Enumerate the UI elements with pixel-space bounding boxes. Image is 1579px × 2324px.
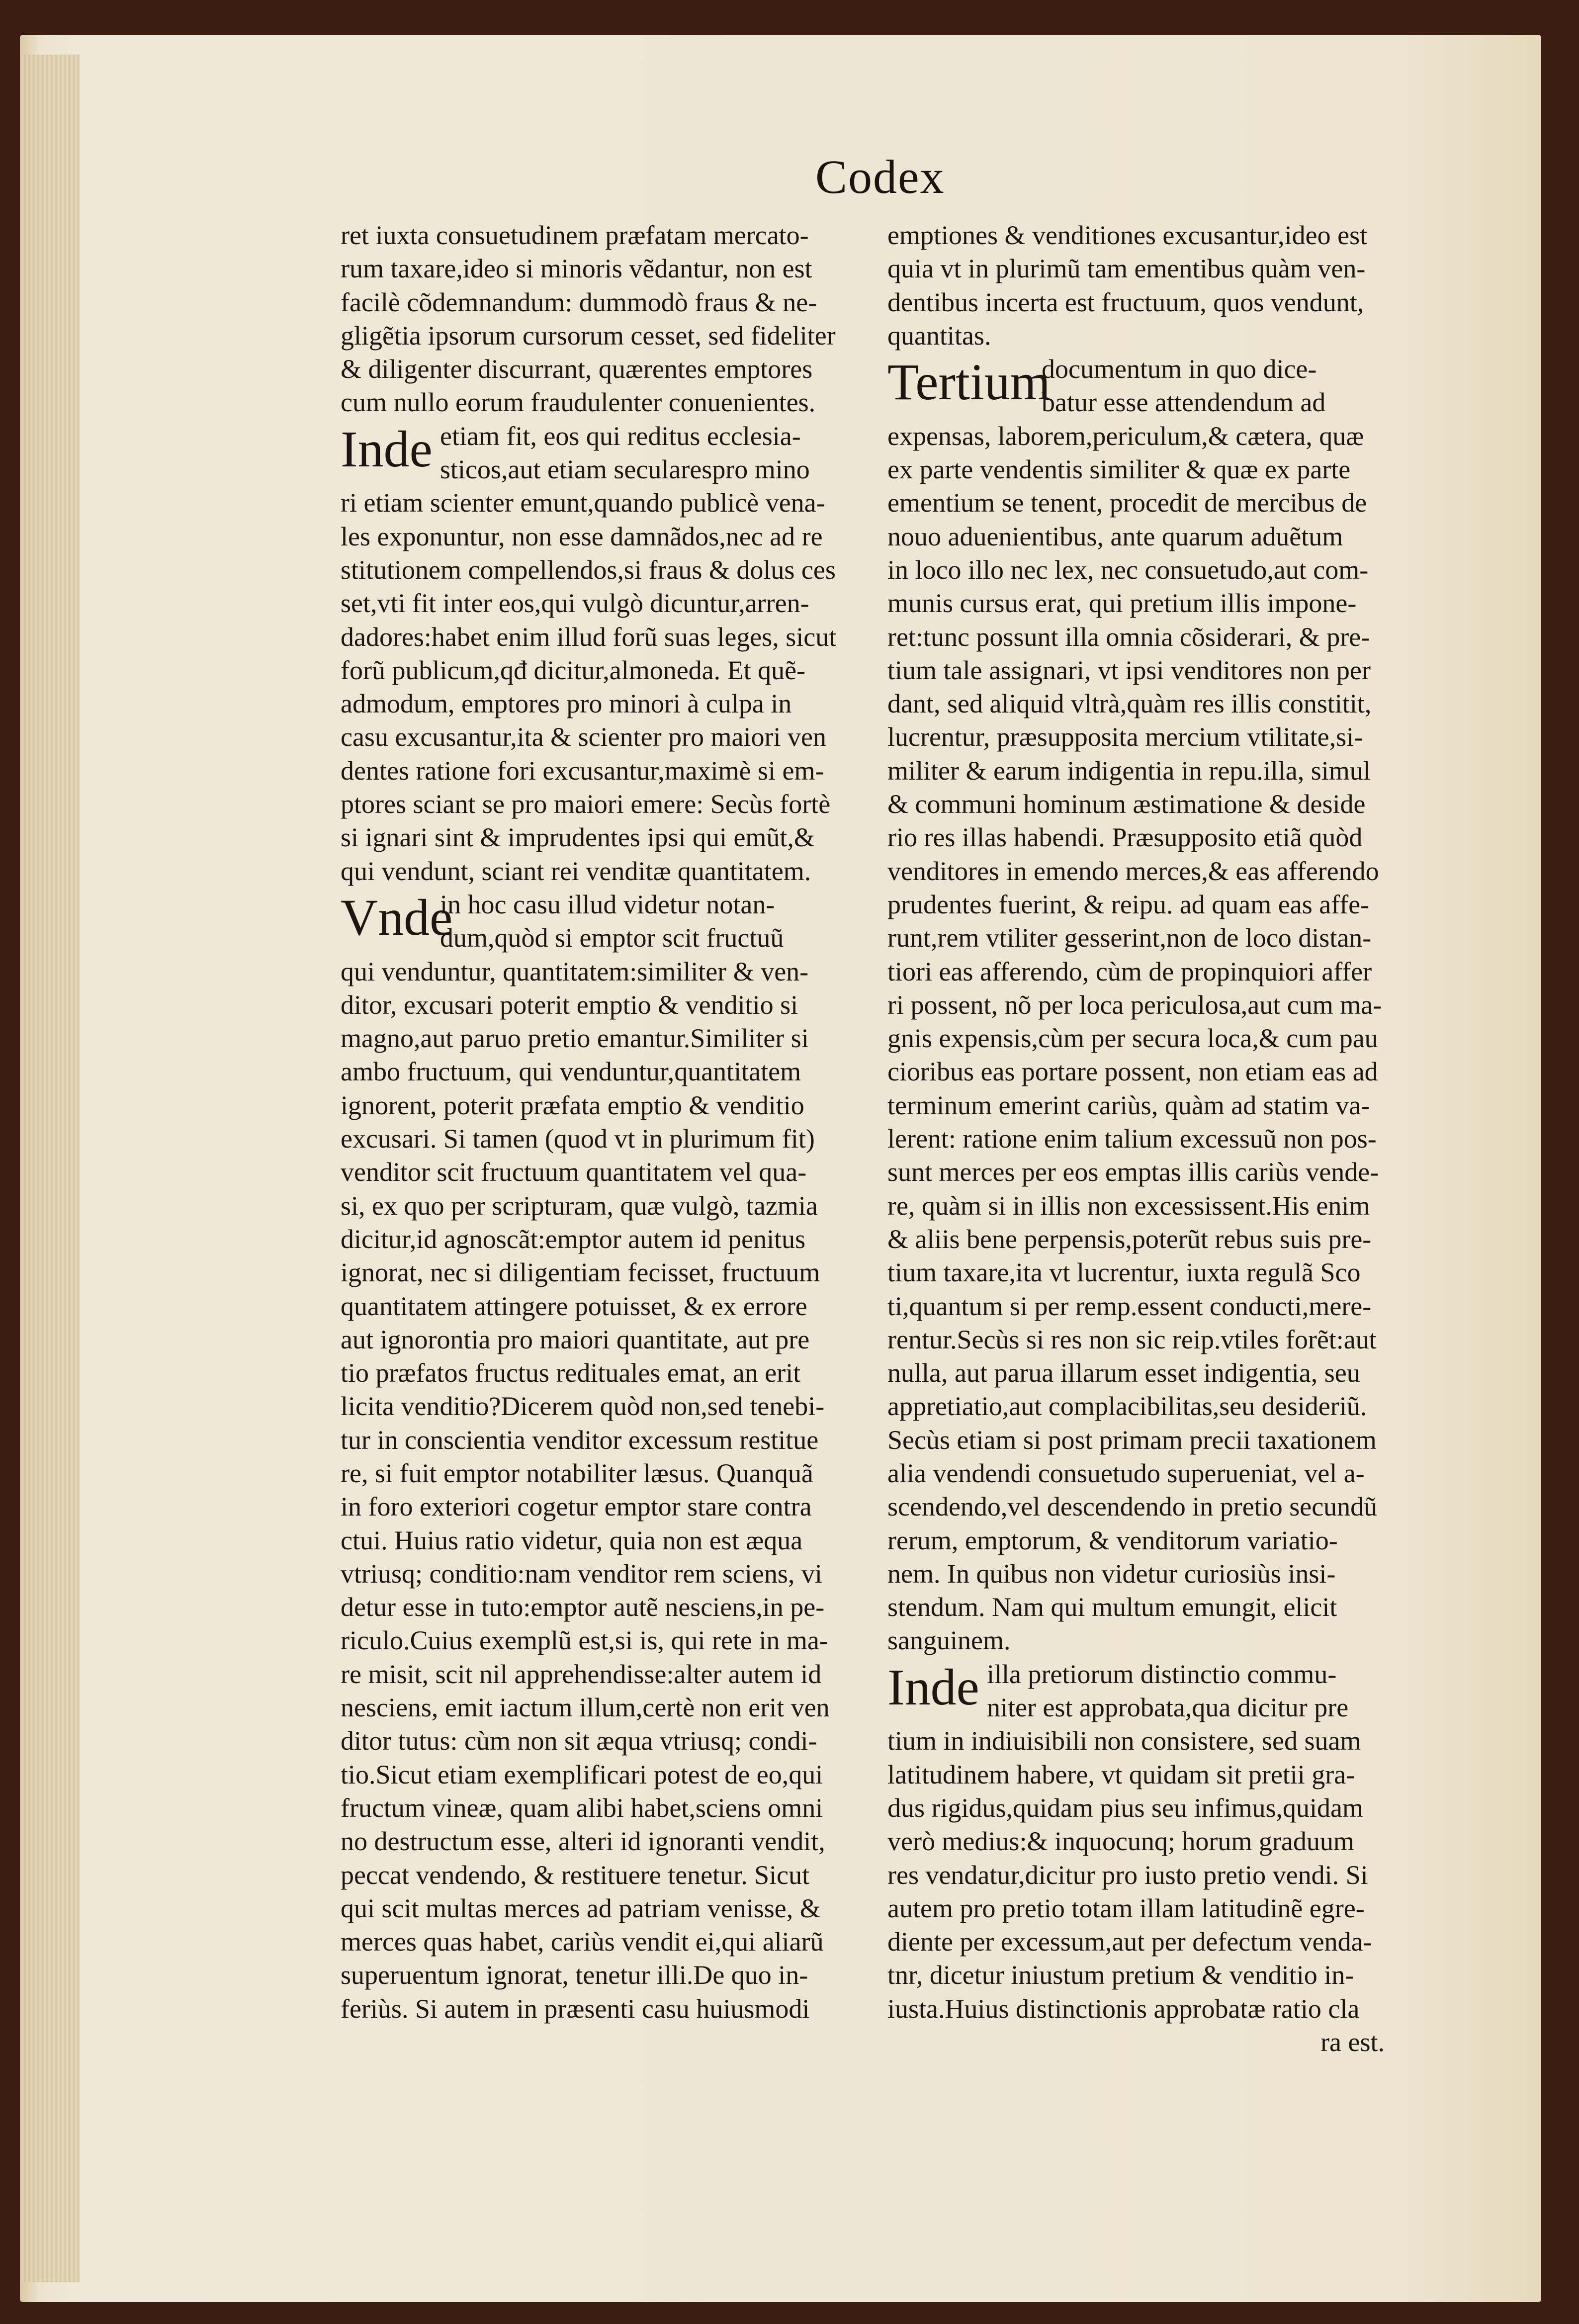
text-line: re, si fuit emptor notabiliter læsus. Quanquã bbox=[341, 1458, 813, 1488]
text-line: venditor scit fructuum quantitatem vel qua- bbox=[341, 1157, 807, 1187]
text-line: ditor tutus: cùm non sit æqua vtriusq; condi- bbox=[341, 1726, 817, 1756]
text-line: terminum emerint cariùs, quàm ad statim va- bbox=[887, 1090, 1370, 1120]
text-line: re misit, scit nil apprehendisse:alter autem id bbox=[341, 1659, 822, 1689]
text-line: ti,quantum si per remp.essent conducti,mere- bbox=[887, 1291, 1372, 1321]
text-line: autem pro pretio totam illam latitudinẽ egre- bbox=[887, 1893, 1365, 1923]
left-paragraph-3 bbox=[341, 888, 838, 2026]
text-line: licita venditio?Dicerem quòd non,sed tenebi- bbox=[341, 1391, 825, 1422]
text-line: rio res illas habendi. Præsupposito etiã quòd bbox=[887, 822, 1363, 853]
text-line: admodum, emptores pro minori à culpa in bbox=[341, 689, 792, 719]
text-line: detur esse in tuto:emptor autẽ nesciens,in pe- bbox=[341, 1592, 825, 1622]
text-line: rum taxare,ideo si minoris vẽdantur, non est bbox=[341, 254, 812, 284]
text-line: ret iuxta consuetudinem præfatam mercato- bbox=[341, 220, 809, 250]
text-line: ri possent, nõ per loca periculosa,aut cum ma- bbox=[887, 989, 1382, 1020]
text-line: emptiones & venditiones excusantur,ideo est bbox=[887, 220, 1368, 250]
text-line: set,vti fit inter eos,qui vulgò dicuntur,arren- bbox=[341, 588, 809, 619]
text-line: stendum. Nam qui multum emungit, elicit bbox=[887, 1592, 1337, 1622]
text-line: nouo aduenientibus, ante quarum aduẽtum bbox=[887, 521, 1343, 551]
text-line: & aliis bene perpensis,poterũt rebus suis pre- bbox=[887, 1224, 1372, 1254]
text-line: qui scit multas merces ad patriam venisse, & bbox=[341, 1893, 821, 1923]
text-line: vtriusq; conditio:nam venditor rem sciens, vi bbox=[341, 1558, 822, 1589]
text-line: dum,quòd si emptor scit fructuũ bbox=[440, 923, 784, 953]
text-line: peccat vendendo, & restituere tenetur. Sicut bbox=[341, 1860, 810, 1890]
text-line: nesciens, emit iactum illum,certè non erit ven bbox=[341, 1693, 830, 1723]
text-line: dicitur,id agnoscãt:emptor autem id penitus bbox=[341, 1224, 806, 1254]
text-line: alia vendendi consuetudo superueniat, vel a- bbox=[887, 1458, 1365, 1488]
text-line: cioribus eas portare possent, non etiam eas ad bbox=[887, 1057, 1378, 1087]
text-line: sticos,aut etiam secularespro mino bbox=[440, 454, 810, 485]
text-line: tnr, dicetur iniustum pretium & venditio in- bbox=[887, 1960, 1354, 1990]
text-line: iusta.Huius distinctionis approbatæ ratio cla bbox=[887, 1993, 1360, 2024]
text-line: ri etiam scienter emunt,quando publicè vena- bbox=[341, 488, 825, 518]
text-line: ditor, excusari poterit emptio & venditio si bbox=[341, 989, 798, 1020]
text-line: munis cursus erat, qui pretium illis impone- bbox=[887, 588, 1357, 619]
text-line: ret:tunc possunt illa omnia cõsiderari, & pre- bbox=[887, 622, 1370, 652]
text-line: rerum, emptorum, & venditorum variatio- bbox=[887, 1525, 1338, 1555]
text-line: tium taxare,ita vt lucrentur, iuxta regulã Sco bbox=[887, 1257, 1361, 1288]
text-line: prudentes fuerint, & reipu. ad quam eas affe- bbox=[887, 889, 1370, 919]
left-paragraph-1 bbox=[341, 219, 838, 420]
text-line: feriùs. Si autem in præsenti casu huiusmodi bbox=[341, 1993, 810, 2024]
text-line: batur esse attendendum ad bbox=[1042, 387, 1326, 418]
text-line: lucrentur, præsupposita mercium vtilitate,si- bbox=[887, 722, 1363, 752]
text-line: facilè cõdemnandum: dummodò fraus & ne- bbox=[341, 287, 817, 317]
text-line: ementium se tenent, procedit de mercibus de bbox=[887, 488, 1367, 518]
text-line: dentibus incerta est fructuum, quos vendunt, bbox=[887, 287, 1364, 317]
text-line: si, ex quo per scripturam, quæ vulgò, tazmia bbox=[341, 1190, 818, 1221]
text-line: si ignari sint & imprudentes ipsi qui emũt,& bbox=[341, 822, 815, 853]
text-line: diente per excessum,aut per defectum venda- bbox=[887, 1927, 1372, 1957]
text-line: runt,rem vtiliter gesserint,non de loco distan- bbox=[887, 923, 1372, 953]
text-line: niter est approbata,qua dicitur pre bbox=[987, 1693, 1349, 1723]
text-line: tiori eas afferendo, cùm de propinquiori affer bbox=[887, 956, 1372, 986]
text-line: excusari. Si tamen (quod vt in plurimum fit) bbox=[341, 1124, 815, 1154]
text-line: tur in conscientia venditor excessum restitue bbox=[341, 1425, 819, 1455]
right-paragraph-3 bbox=[887, 1658, 1385, 2059]
text-line: stitutionem compellendos,si fraus & dolus ces bbox=[341, 554, 836, 585]
text-line: res vendatur,dicitur pro iusto pretio vendi. Si bbox=[887, 1860, 1368, 1890]
text-line: forũ publicum,qđ dicitur,almoneda. Et quẽ- bbox=[341, 655, 806, 685]
text-line: dadores:habet enim illud forũ suas leges, sicut bbox=[341, 622, 837, 652]
text-line: gnis expensis,cùm per secura loca,& cum pau bbox=[887, 1023, 1378, 1054]
text-line: illa pretiorum distinctio commu- bbox=[987, 1659, 1337, 1689]
text-line: gligẽtia ipsorum cursorum cesset, sed fideliter bbox=[341, 320, 836, 351]
text-line: dus rigidus,quidam pius seu infimus,quidam bbox=[887, 1792, 1363, 1823]
text-line: superuentum ignorat, tenetur illi.De quo in- bbox=[341, 1960, 808, 1990]
text-line: tio præfatos fructus redituales emat, an erit bbox=[341, 1358, 801, 1388]
text-line: ignorent, poterit præfata emptio & venditio bbox=[341, 1090, 804, 1120]
text-line: in foro exteriori cogetur emptor stare contra bbox=[341, 1492, 812, 1522]
text-line: rentur.Secùs si res non sic reip.vtiles forẽt:aut bbox=[887, 1324, 1377, 1354]
display-initial: Tertium bbox=[887, 354, 1051, 411]
text-line: qui venduntur, quantitatem:similiter & ven- bbox=[341, 956, 809, 986]
text-line: quantitatem attingere potuisset, & ex errore bbox=[341, 1291, 807, 1321]
text-line: & diligenter discurrant, quærentes emptores bbox=[341, 354, 813, 384]
text-line: lerent: ratione enim talium excessuũ non pos- bbox=[887, 1124, 1377, 1154]
text-line: in loco illo nec lex, nec consuetudo,aut com- bbox=[887, 554, 1369, 585]
text-line: nulla, aut parua illarum esset indigentia, seu bbox=[887, 1358, 1360, 1388]
text-line: nem. In quibus non videtur curiosiùs insi- bbox=[887, 1558, 1336, 1589]
right-column bbox=[887, 219, 1385, 2059]
display-initial: Inde bbox=[341, 420, 433, 478]
display-initial: Vnde bbox=[341, 889, 453, 946]
text-line: riculo.Cuius exemplũ est,si is, qui rete in ma- bbox=[341, 1625, 828, 1656]
text-line: ptores sciant se pro maiori emere: Secùs fortè bbox=[341, 789, 831, 819]
text-line: casu excusantur,ita & scienter pro maiori ven bbox=[341, 722, 826, 752]
text-line: qui vendunt, sciant rei venditæ quantitatem. bbox=[341, 856, 811, 886]
page-fore-edge bbox=[20, 55, 80, 2282]
text-line: no destructum esse, alteri id ignoranti vendit, bbox=[341, 1826, 825, 1857]
text-line: dant, sed aliquid vltrà,quàm res illis constitit, bbox=[887, 689, 1372, 719]
text-line: tium in indiuisibili non consistere, sed suam bbox=[887, 1726, 1361, 1756]
text-line: etiam fit, eos qui reditus ecclesia- bbox=[440, 421, 801, 451]
text-line: latitudinem habere, vt quidam sit pretii gra- bbox=[887, 1759, 1355, 1789]
text-line: sanguinem. bbox=[887, 1625, 1011, 1656]
text-line: quantitas. bbox=[887, 320, 991, 351]
text-line: & communi hominum æstimatione & deside bbox=[887, 789, 1366, 819]
text-line: les exponuntur, non esse damnãdos,nec ad re bbox=[341, 521, 823, 551]
text-line: sunt merces per eos emptas illis cariùs vende- bbox=[887, 1157, 1379, 1187]
text-line: Secùs etiam si post primam precii taxationem bbox=[887, 1425, 1377, 1455]
right-paragraph-2 bbox=[887, 353, 1385, 1658]
text-line: quia vt in plurimũ tam ementibus quàm ven- bbox=[887, 254, 1366, 284]
text-line: in hoc casu illud videtur notan- bbox=[440, 889, 775, 919]
right-paragraph-1 bbox=[887, 219, 1385, 353]
text-line: fructum vineæ, quam alibi habet,sciens omni bbox=[341, 1792, 823, 1823]
text-line: ignorat, nec si diligentiam fecisset, fructuum bbox=[341, 1257, 820, 1288]
text-line: cum nullo eorum fraudulenter conuenientes. bbox=[341, 387, 816, 418]
display-initial: Inde bbox=[887, 1658, 979, 1716]
text-line: scendendo,vel descendendo in pretio secundũ bbox=[887, 1492, 1378, 1522]
text-line: documentum in quo dice- bbox=[1042, 354, 1317, 384]
text-line: re, quàm si in illis non excessissent.His enim bbox=[887, 1190, 1370, 1221]
text-line: magno,aut paruo pretio emantur.Similiter si bbox=[341, 1023, 809, 1054]
text-line: appretiatio,aut complacibilitas,seu desideriũ. bbox=[887, 1391, 1367, 1422]
text-line: ra est. bbox=[1320, 2027, 1385, 2057]
text-line: expensas, laborem,periculum,& cætera, quæ bbox=[887, 421, 1364, 451]
text-line: aut ignorontia pro maiori quantitate, aut pre bbox=[341, 1324, 810, 1354]
text-line: ctui. Huius ratio videtur, quia non est æqua bbox=[341, 1525, 803, 1555]
text-line: dentes ratione fori excusantur,maximè si em- bbox=[341, 755, 824, 786]
text-line: verò medius:& inquocunq; horum graduum bbox=[887, 1826, 1354, 1857]
text-line: venditores in emendo merces,& eas afferendo bbox=[887, 856, 1379, 886]
text-line: tio.Sicut etiam exemplificari potest de eo,qui bbox=[341, 1759, 823, 1789]
left-paragraph-2 bbox=[341, 420, 838, 888]
running-head: Codex bbox=[815, 150, 945, 203]
text-line: merces quas habet, cariùs vendit ei,qui aliarũ bbox=[341, 1927, 824, 1957]
left-column bbox=[341, 219, 838, 2026]
text-line: militer & earum indigentia in repu.illa, simul bbox=[887, 755, 1371, 786]
text-line: tium tale assignari, vt ipsi venditores non per bbox=[887, 655, 1371, 685]
text-line: ex parte vendentis similiter & quæ ex parte bbox=[887, 454, 1351, 485]
text-line: ambo fructuum, qui venduntur,quantitatem bbox=[341, 1057, 801, 1087]
